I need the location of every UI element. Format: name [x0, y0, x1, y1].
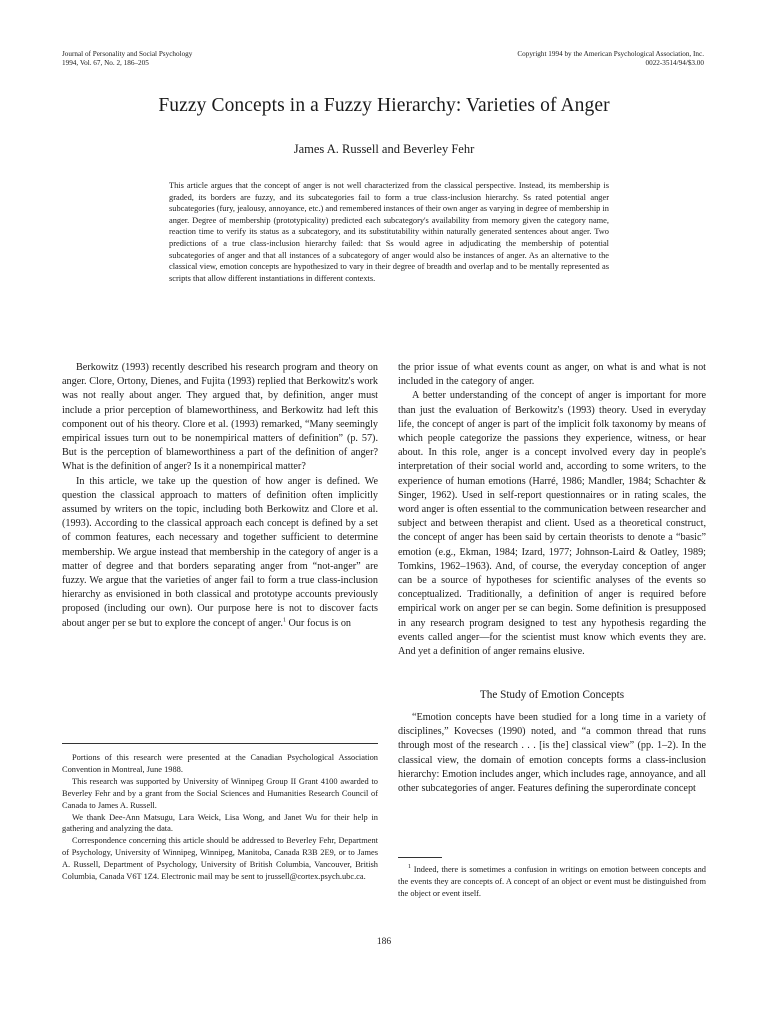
footnote-text: Indeed, there is sometimes a confusion in writings on emotion between concepts and the events they are concepts of. A concept of an object or event must be distinguished from the object or event itself.: [398, 865, 706, 898]
body-paragraph: “Emotion concepts have been studied for a long time in a variety of disciplines,” Kovecses (1990) noted, and “a common thread that runs through most of the research . . . [is the] classical view” (pp. 1–2). In the classical view, the domain of emotion concepts forms a class-inclusion hierarchy: Emotion includes anger, which includes rage, annoyance, and all other subcategories of anger. Features defining the superordinate concept: [398, 712, 706, 795]
abstract: This article argues that the concept of anger is not well characterized from the classical perspective. Instead, its membership is graded, its borders are fuzzy, and its subcategories fail to form a true class-inclusion hierarchy. Ss rated potential anger subcategories (fury, jealousy, annoyance, etc.) and remembered instances of their own anger as varying in degree of membership in anger. Degree of membership (prototypicality) predicted each subcategory's availability from memory given the category name, reaction time to verify its status as a subcategory, and its substitutability within naturally generated sentences about anger. Two predictions of a true class-inclusion hierarchy failed: that Ss would agree in adjudicating the membership of potential subcategories of anger and that all instances of a subcategory of anger would also be instances of anger. As an alternative to the classical view, emotion concepts are hypothesized to vary in their degree of breadth and overlap and to be mentally represented as scripts that allow different instantiations in different contexts.: [169, 181, 609, 283]
article-title: Fuzzy Concepts in a Fuzzy Hierarchy: Varieties of Anger: [158, 95, 610, 116]
body-paragraph: the prior issue of what events count as anger, on what is and what is not included in the category of anger.: [398, 362, 706, 388]
author-note: We thank Dee-Ann Matsugu, Lara Weick, Lisa Wong, and Janet Wu for their help in gathering and analyzing the data.: [62, 812, 378, 834]
footnote-divider: [398, 857, 442, 858]
footnote: [398, 864, 706, 900]
author-notes: [62, 752, 378, 883]
section-heading: The Study of Emotion Concepts: [479, 689, 625, 701]
body-paragraph: Berkowitz (1993) recently described his research program and theory on anger. Clore, Ortony, Dienes, and Fujita (1993) replied that Berkowitz's work was not really about anger. They argued that, by definition, anger must include a prior perception of blameworthiness, and Berkowitz had left this component out of his theory. Clore et al. (1993) remarked, “Many seemingly empirical issues turn out to be nonempirical matters of definition” (p. 57). But is the perception of blameworthiness a part of the definition of anger? What is the definition of anger? Is it a nonempirical matter?: [62, 362, 378, 473]
author-note: Portions of this research were presented at the Canadian Psychological Association Convention in Montreal, June 1988.: [62, 753, 378, 774]
article-code: 0022-3514/94/$3.00: [645, 58, 704, 67]
author-note: Correspondence concerning this article should be addressed to Beverley Fehr, Department of Psychology, University of Winnipeg, Winnipeg, Manitoba, Canada R3B 2E9, or to James A. Russell, Department of Psychology, University of British Columbia, Vancouver, British Columbia, Canada V6T 1Z4. Electronic mail may be sent to jrussell@cortex.psych.ubc.ca.: [62, 836, 378, 882]
author-note: This research was supported by University of Winnipeg Group II Grant 4100 awarded to Beverley Fehr and by a grant from the Social Sciences and Humanities Research Council of Canada to James A. Russell.: [62, 776, 378, 810]
footnote-number: 1: [408, 864, 411, 871]
journal-citation: 1994, Vol. 67, No. 2, 186–205: [62, 58, 149, 67]
body-right-column: [398, 361, 706, 659]
body-left-column: [62, 361, 378, 631]
running-header-left: [62, 50, 192, 67]
body-paragraph: [62, 475, 378, 631]
body-paragraph: A better understanding of the concept of anger is important for more than just the evaluation of Berkowitz's (1993) theory. Used in everyday life, the concept of anger is part of the implicit folk taxonomy by means of which people categorize the passions they experience, witness, or hear about. In this role, anger is a concept involved every day in people's interpretation of their social world and, according to some writers, to the experience of human emotions (Harré, 1986; Mandler, 1984; Schachter & Singer, 1962). Used in self-report questionnaires or in rating scales, the word anger is often essential to the communication between researcher and subject and between therapist and client. Used as a theoretical construct, the concept of anger has been said by certain theorists to denote a “basic” emotion (e.g., Ekman, 1984; Izard, 1977; Johnson-Laird & Oatley, 1989; Tomkins, 1962–1963). And, of course, the everyday conception of anger can be a source of hypotheses for scientific analyses of the events so conceptualized. Traditionally, a definition of anger is required before empirical work on anger per se can begin. Some definition is presupposed in any research program designed to test any hypothesis regarding the events called anger—for the scientist must know which events they are. And yet a definition of anger remains elusive.: [398, 390, 706, 658]
body-right-column-continued: [398, 711, 706, 796]
paragraph-tail: Our focus is on: [285, 617, 352, 629]
author-notes-divider: [62, 743, 378, 744]
footnote-marker: 1: [282, 617, 286, 624]
footnotes: [398, 864, 706, 900]
article-authors: James A. Russell and Beverley Fehr: [293, 142, 475, 156]
paragraph-text: In this article, we take up the question of how anger is defined. We question the classical approach to matters of definition often implicitly assumed by writers on the topic, including both Berkowitz and Clore et al. (1993). According to the classical approach each concept is defined by a set of common features, each necessary and together sufficient to determine membership. We argue instead that membership in the category of anger is a matter of degree and that borders separating anger from “not-anger” are fuzzy. We argue that the varieties of anger fail to form a true class-inclusion hierarchy as envisioned in both classical and prototype accounts previously proposed (including our own). Our purpose here is not to discover facts about anger per se but to explore the concept of anger.: [62, 475, 378, 629]
journal-name: Journal of Personality and Social Psychology: [62, 50, 193, 58]
copyright-notice: Copyright 1994 by the American Psychological Association, Inc.: [517, 50, 704, 58]
page-number: 186: [376, 937, 392, 947]
running-header-right: [517, 50, 704, 67]
